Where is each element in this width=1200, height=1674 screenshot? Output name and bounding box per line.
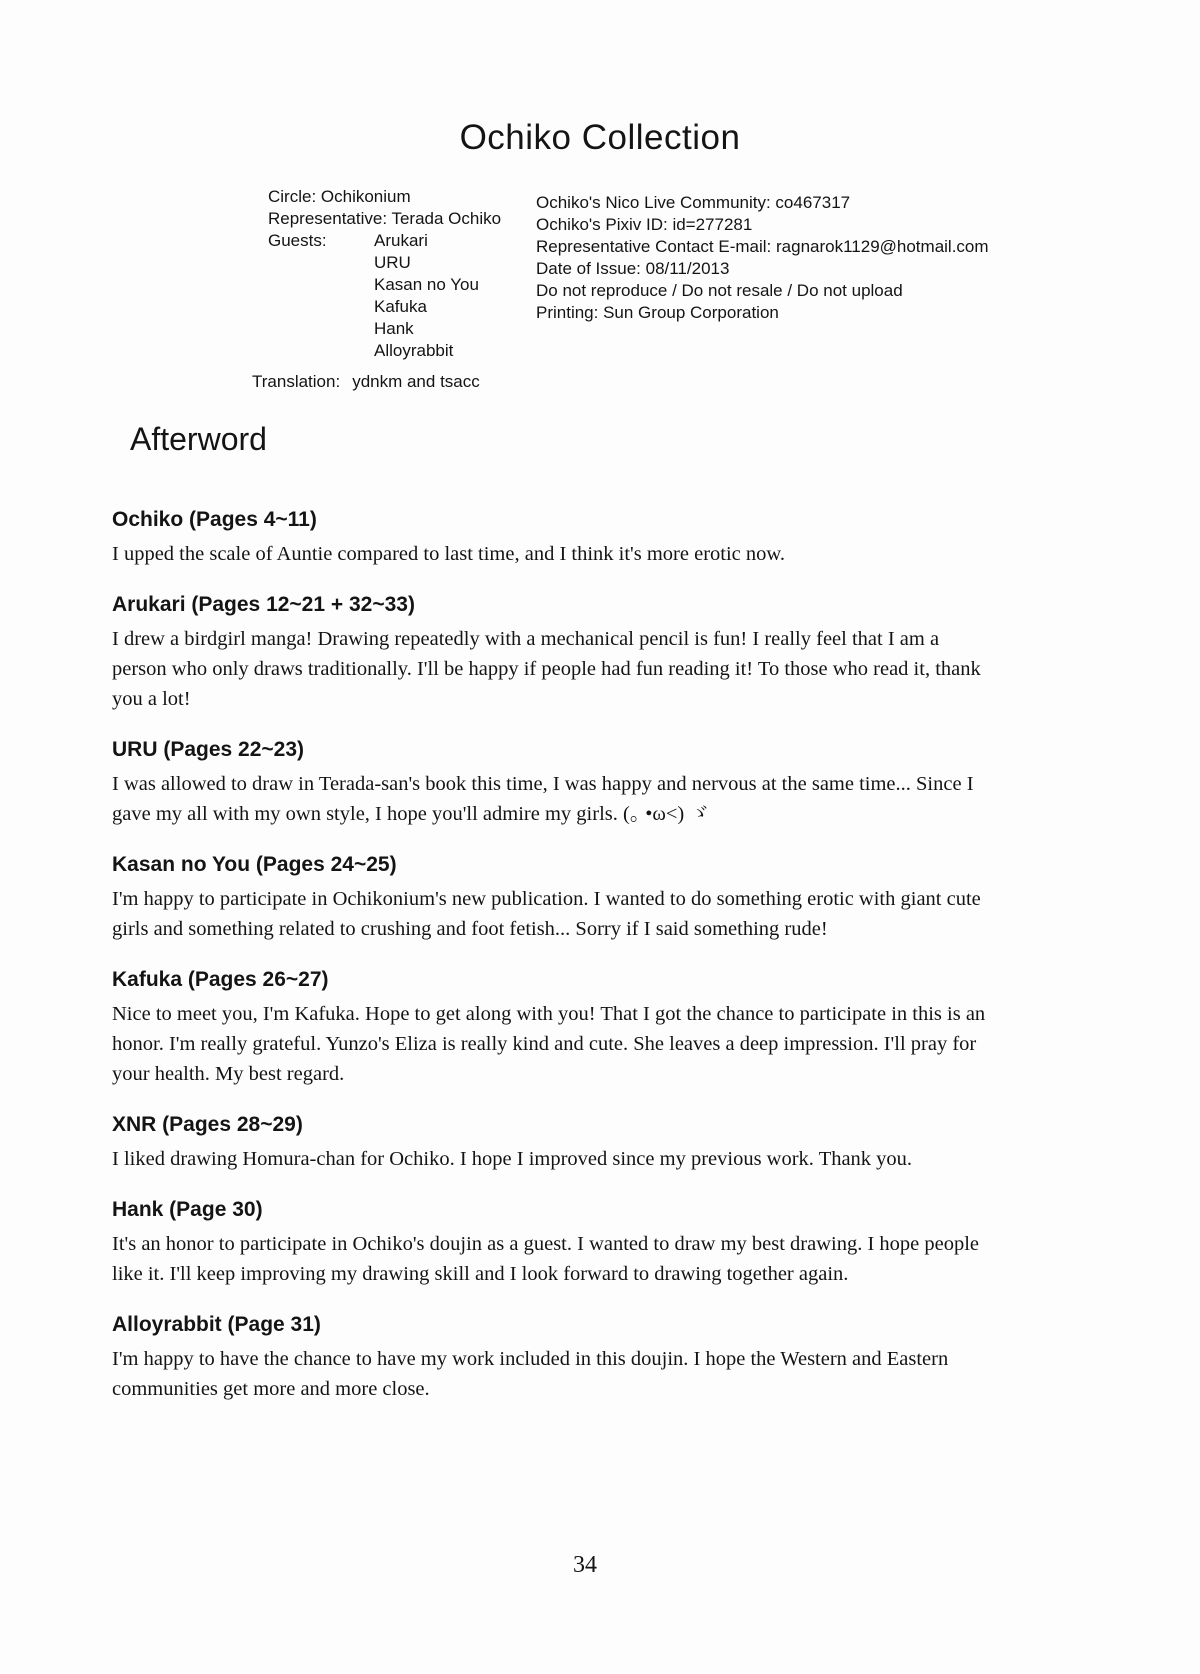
guest-name: Kasan no You [374, 275, 479, 294]
section-body: I upped the scale of Auntie compared to last time, and I think it's more erotic now. [112, 543, 785, 565]
info-line-usage-notice: Do not reproduce / Do not resale / Do not upload [536, 281, 903, 300]
translation-label: Translation: [252, 372, 341, 391]
guest-name: Arukari [374, 231, 428, 250]
section-title: Arukari (Pages 12~21 + 32~33) [112, 593, 415, 616]
afterword-heading: Afterword [130, 421, 267, 457]
info-line-date-of-issue: Date of Issue: 08/11/2013 [536, 259, 730, 278]
translation-value: ydnkm and tsacc [352, 372, 480, 391]
afterword-section-hank [112, 1196, 997, 1289]
circle-line: Circle: Ochikonium [268, 187, 411, 206]
section-body: I'm happy to have the chance to have my work included in this doujin. I hope the Western and Eastern communities get more and more close. [112, 1348, 949, 1400]
afterword-section-xnr [112, 1111, 997, 1174]
afterword-section-kasan-no-you [112, 851, 997, 944]
guests-row [268, 230, 538, 362]
representative-line: Representative: Terada Ochiko [268, 209, 502, 228]
section-body: I'm happy to participate in Ochikonium's new publication. I wanted to do something erotic with giant cute girls and something related to crushing and foot fetish... Sorry if I said something rude! [112, 888, 981, 940]
guests-label: Guests: [268, 231, 327, 250]
afterword-section-ochiko [112, 506, 997, 569]
section-title: XNR (Pages 28~29) [112, 1113, 303, 1136]
info-line-nico-community: Ochiko's Nico Live Community: co467317 [536, 193, 851, 212]
page-title: Ochiko Collection [459, 118, 741, 157]
info-line-contact-email: Representative Contact E-mail: ragnarok1129@hotmail.com [536, 237, 989, 256]
section-body: I drew a birdgirl manga! Drawing repeatedly with a mechanical pencil is fun! I really feel that I am a person who only draws traditionally. I'll be happy if people had fun reading it! To those who read it, thank you a lot! [112, 628, 981, 710]
section-body: Nice to meet you, I'm Kafuka. Hope to get along with you! That I got the chance to participate in this is an honor. I'm really grateful. Yunzo's Eliza is really kind and cute. She leaves a deep impression. I'll pray for your health. My best regard. [112, 1003, 986, 1085]
section-body: I was allowed to draw in Terada-san's book this time, I was happy and nervous at the same time... Since I gave my all with my own style, I hope you'll admire my girls. (｡ •ω<) ゞ [112, 773, 974, 825]
colophon-credits [252, 186, 538, 393]
guest-name: URU [374, 253, 411, 272]
translation-row [252, 371, 538, 393]
section-title: URU (Pages 22~23) [112, 738, 305, 761]
section-body: I liked drawing Homura-chan for Ochiko. I hope I improved since my previous work. Thank you. [112, 1148, 913, 1170]
guest-name: Kafuka [374, 297, 427, 316]
page-number: 34 [573, 1552, 597, 1578]
section-title: Hank (Page 30) [112, 1198, 263, 1221]
guest-name: Hank [374, 319, 414, 338]
guest-list [374, 230, 479, 362]
colophon-publication-info [536, 192, 1036, 324]
afterword-section-uru [112, 736, 997, 829]
info-line-pixiv-id: Ochiko's Pixiv ID: id=277281 [536, 215, 753, 234]
section-title: Alloyrabbit (Page 31) [112, 1313, 321, 1336]
section-title: Kafuka (Pages 26~27) [112, 968, 329, 991]
afterword-section-arukari [112, 591, 997, 714]
section-title: Ochiko (Pages 4~11) [112, 508, 317, 531]
afterword-section-kafuka [112, 966, 997, 1089]
guest-name: Alloyrabbit [374, 341, 454, 360]
info-line-printing: Printing: Sun Group Corporation [536, 303, 779, 322]
section-body: It's an honor to participate in Ochiko's doujin as a guest. I wanted to draw my best drawing. I hope people like it. I'll keep improving my drawing skill and I look forward to drawing together again. [112, 1233, 980, 1285]
afterword-section-alloyrabbit [112, 1311, 997, 1404]
afterword-sections [112, 506, 997, 1426]
section-title: Kasan no You (Pages 24~25) [112, 853, 397, 876]
